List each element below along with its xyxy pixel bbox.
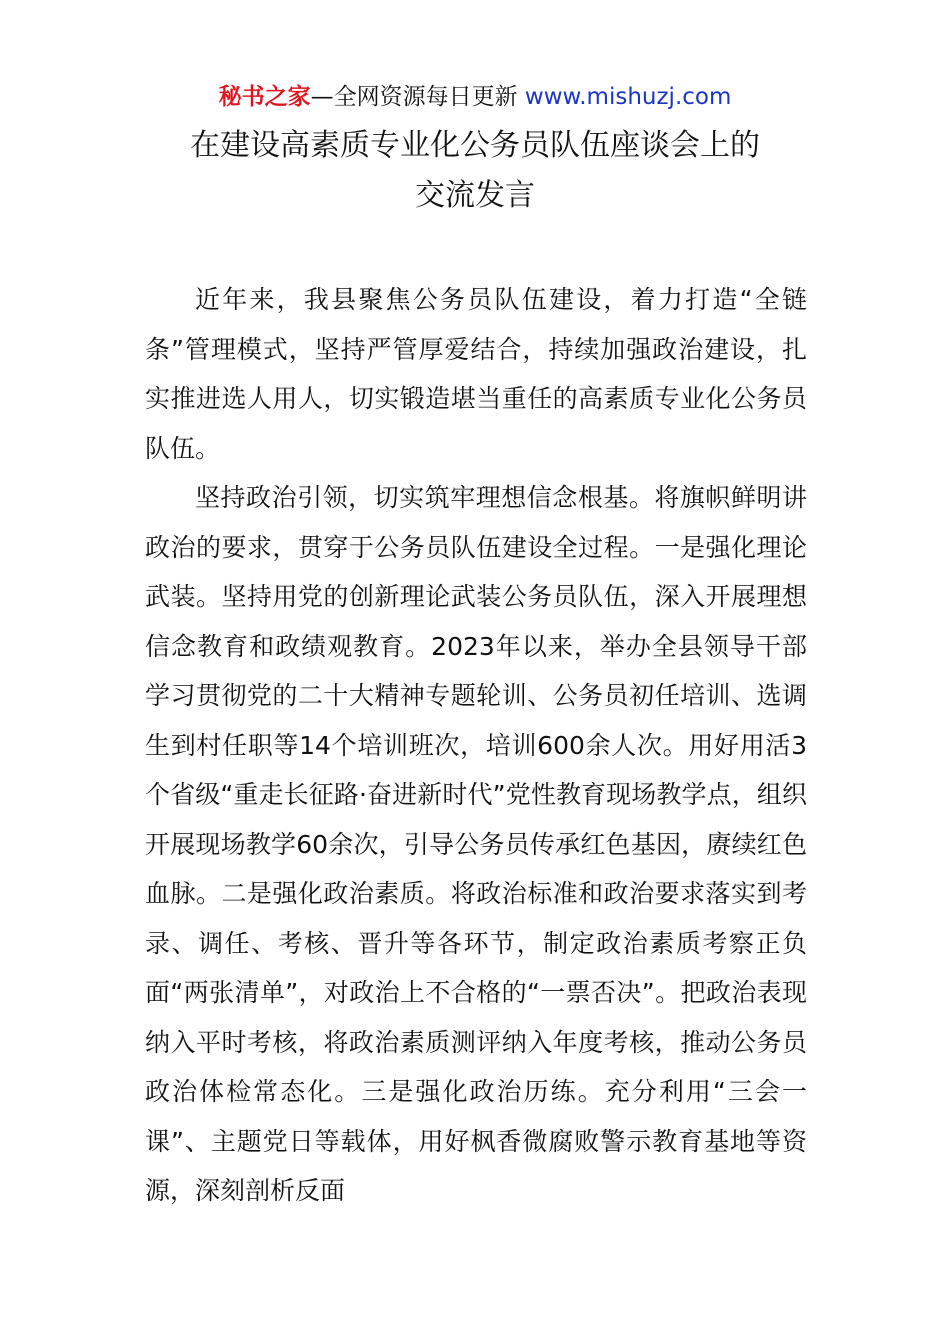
site-brand: 秘书之家 xyxy=(218,84,311,110)
document-body xyxy=(145,275,807,1216)
site-tagline: —全网资源每日更新 xyxy=(310,84,525,110)
site-header xyxy=(0,82,950,112)
paragraph-intro: 近年来，我县聚焦公务员队伍建设，着力打造“全链条”管理模式，坚持严管厚爱结合，持续加强政治建设，扎实推进选人用人，切实锻造堪当重任的高素质专业化公务员队伍。 xyxy=(145,285,807,463)
document-title-line-2: 交流发言 xyxy=(415,178,535,213)
site-url-link[interactable]: www.mishuzj.com xyxy=(524,84,732,110)
document-title-line-1: 在建设高素质专业化公务员队伍座谈会上的 xyxy=(190,128,760,163)
paragraph-political-guidance: 坚持政治引领，切实筑牢理想信念根基。将旗帜鲜明讲政治的要求，贯穿于公务员队伍建设全过程。一是强化理论武装。坚持用党的创新理论武装公务员队伍，深入开展理想信念教育和政绩观教育。2023年以来，举办全县领导干部学习贯彻党的二十大精神专题轮训、公务员初任培训、选调生到村任职等14个培训班次，培训600余人次。用好用活3个省级“重走长征路·奋进新时代”党性教育现场教学点，组织开展现场教学60余次，引导公务员传承红色基因，赓续红色血脉。二是强化政治素质。将政治标准和政治要求落实到考录、调任、考核、晋升等各环节，制定政治素质考察正负面“两张清单”，对政治上不合格的“一票否决”。把政治表现纳入平时考核，将政治素质测评纳入年度考核，推动公务员政治体检常态化。三是强化政治历练。充分利用“三会一课”、主题党日等载体，用好枫香微腐败警示教育基地等资源，深刻剖析反面 xyxy=(145,483,807,1205)
